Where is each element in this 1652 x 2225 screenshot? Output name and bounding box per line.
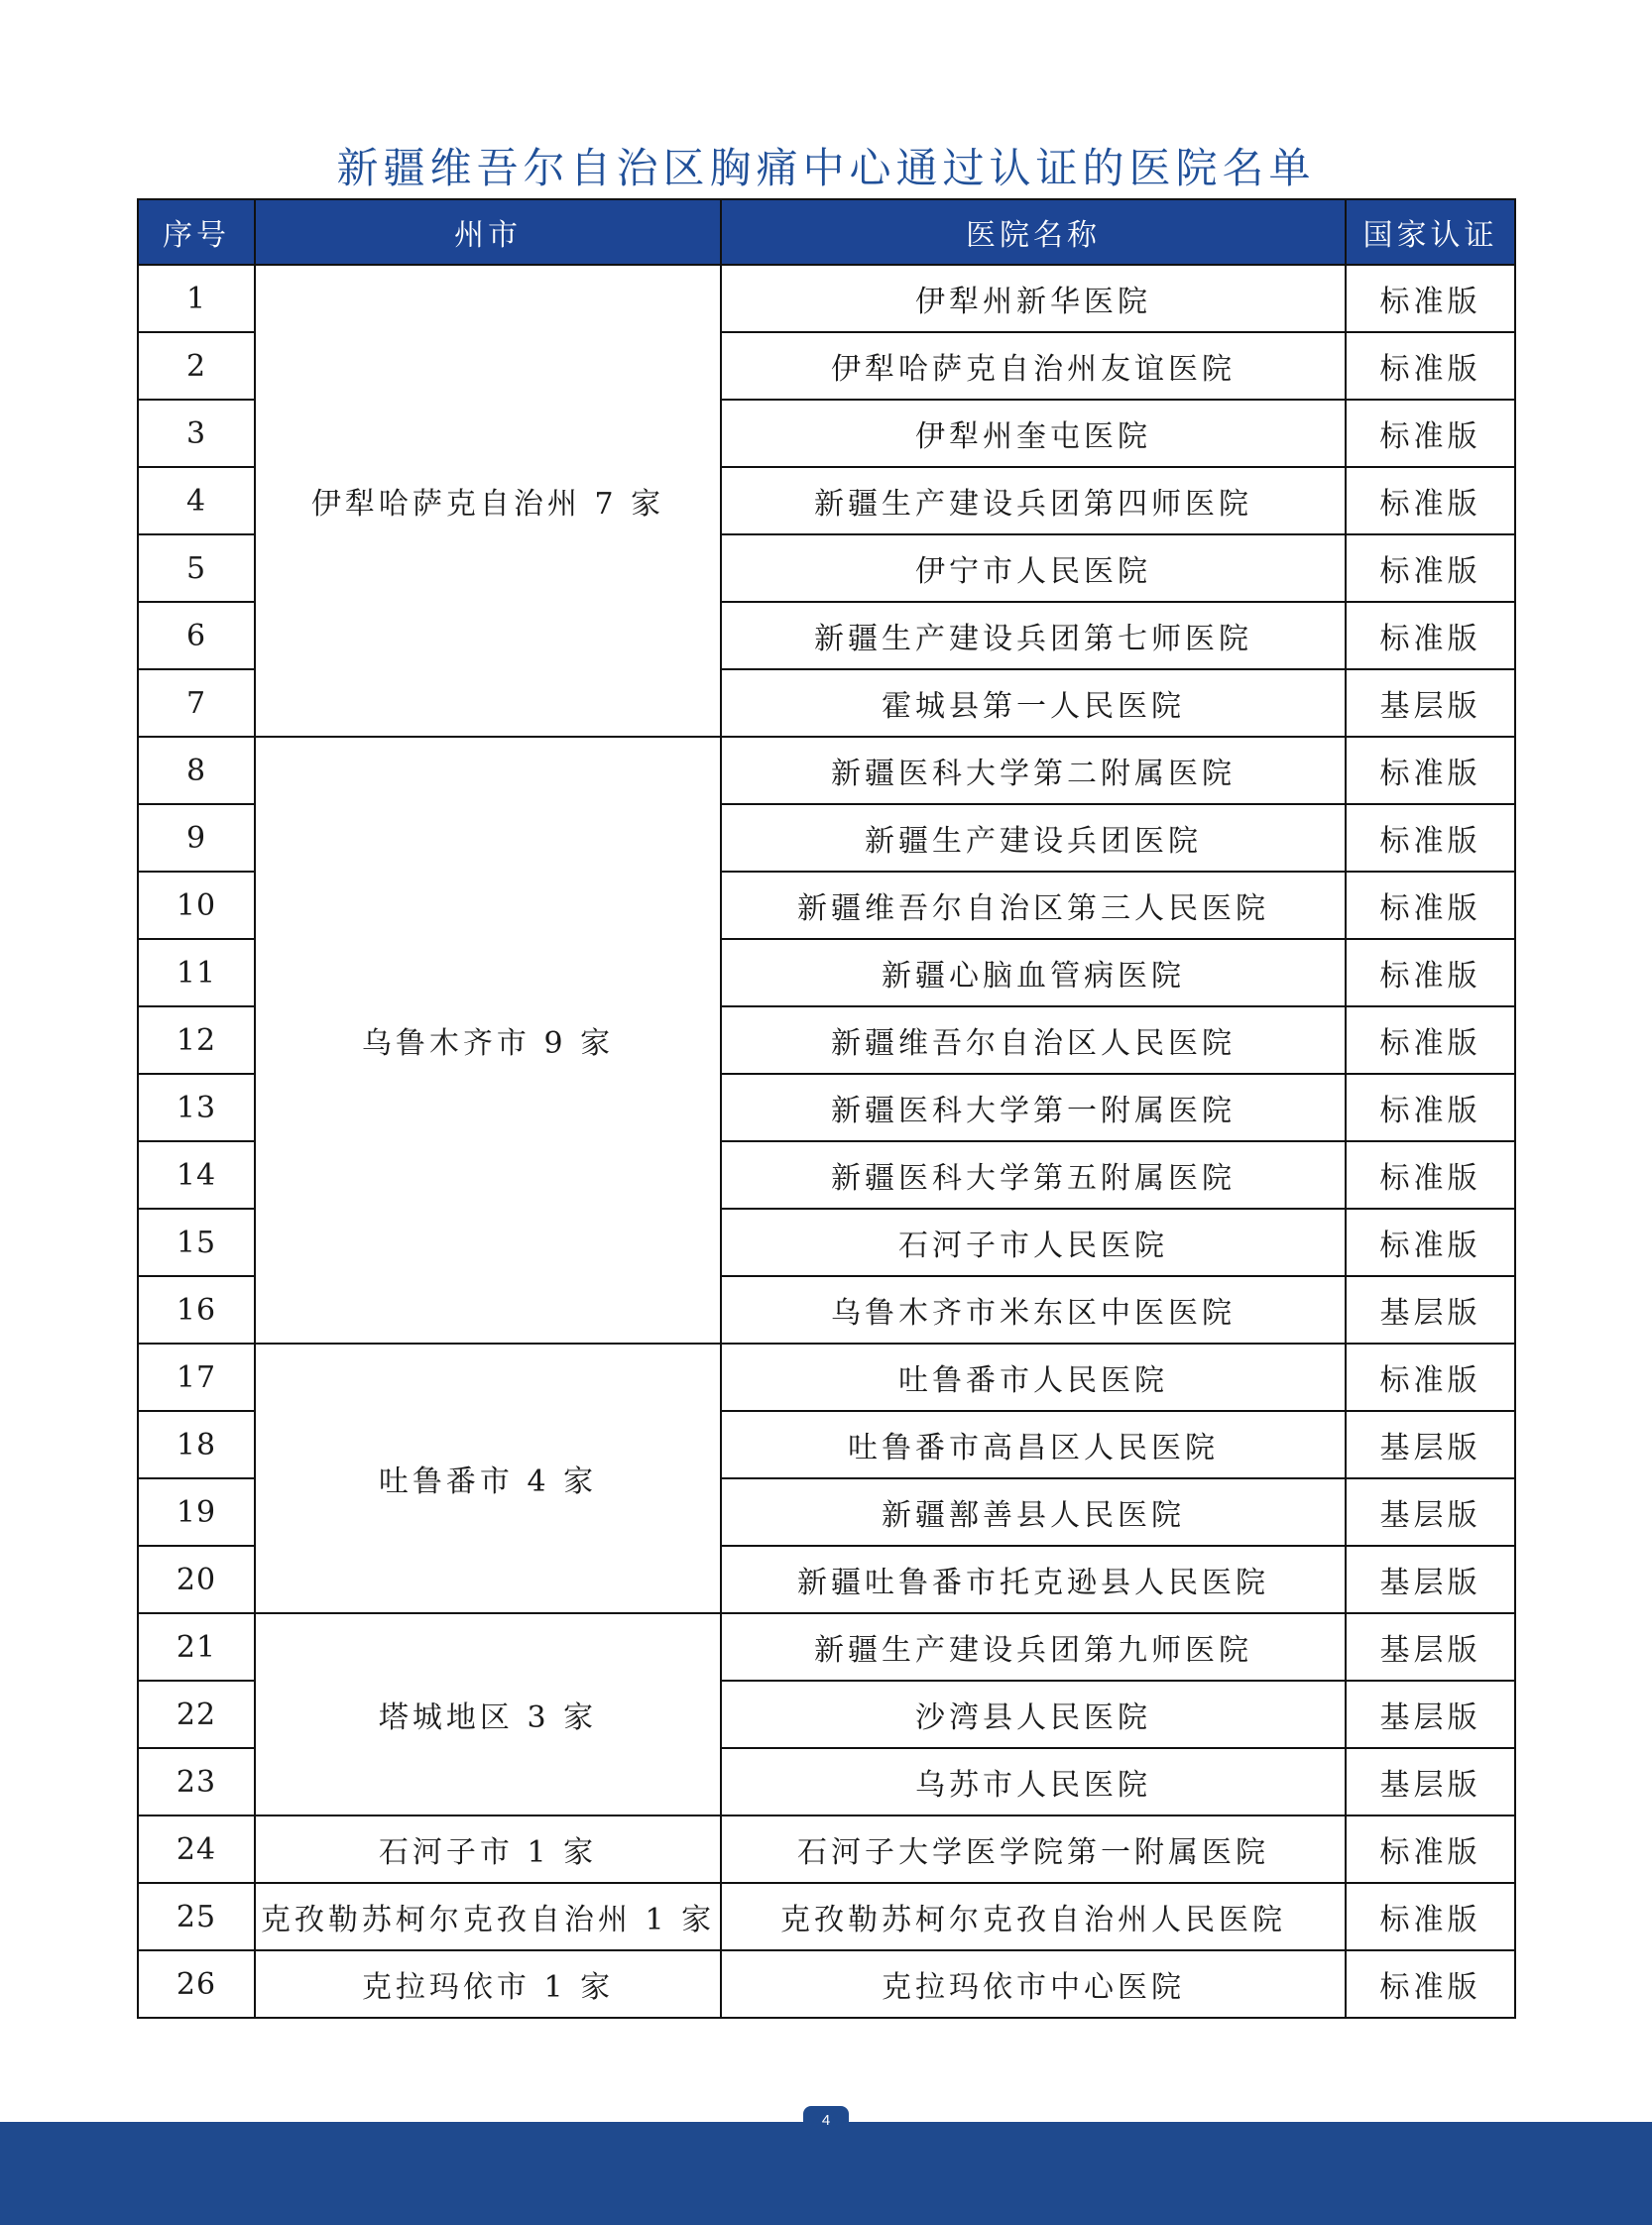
cert-level: 标准版 xyxy=(1346,1883,1515,1950)
cert-level: 基层版 xyxy=(1346,1478,1515,1546)
row-no: 12 xyxy=(138,1006,255,1074)
region-cell: 克孜勒苏柯尔克孜自治州 1 家 xyxy=(255,1883,721,1950)
hospital-name: 新疆生产建设兵团第九师医院 xyxy=(721,1613,1346,1681)
row-no: 25 xyxy=(138,1883,255,1950)
hospital-name: 新疆心脑血管病医院 xyxy=(721,939,1346,1006)
row-no: 1 xyxy=(138,265,255,332)
row-no: 3 xyxy=(138,400,255,467)
row-no: 17 xyxy=(138,1344,255,1411)
cert-level: 标准版 xyxy=(1346,939,1515,1006)
cert-level: 基层版 xyxy=(1346,1546,1515,1613)
row-no: 13 xyxy=(138,1074,255,1141)
hospital-name: 乌苏市人民医院 xyxy=(721,1748,1346,1815)
row-no: 8 xyxy=(138,737,255,804)
cert-level: 标准版 xyxy=(1346,737,1515,804)
table-row xyxy=(138,1613,1515,1681)
table-row xyxy=(138,1344,1515,1411)
hospital-name: 新疆生产建设兵团第四师医院 xyxy=(721,467,1346,534)
hospital-name: 新疆维吾尔自治区第三人民医院 xyxy=(721,872,1346,939)
cert-level: 基层版 xyxy=(1346,1681,1515,1748)
region-cell: 塔城地区 3 家 xyxy=(255,1613,721,1815)
row-no: 14 xyxy=(138,1141,255,1209)
row-no: 2 xyxy=(138,332,255,400)
hospital-name: 新疆医科大学第五附属医院 xyxy=(721,1141,1346,1209)
header-no: 序号 xyxy=(138,199,255,265)
hospital-name: 吐鲁番市高昌区人民医院 xyxy=(721,1411,1346,1478)
row-no: 4 xyxy=(138,467,255,534)
region-cell: 乌鲁木齐市 9 家 xyxy=(255,737,721,1344)
table-header-row xyxy=(138,199,1515,265)
row-no: 23 xyxy=(138,1748,255,1815)
row-no: 10 xyxy=(138,872,255,939)
footer-band xyxy=(0,2122,1652,2225)
cert-level: 标准版 xyxy=(1346,1950,1515,2018)
cert-level: 基层版 xyxy=(1346,1276,1515,1344)
hospital-name: 石河子市人民医院 xyxy=(721,1209,1346,1276)
cert-level: 标准版 xyxy=(1346,872,1515,939)
hospital-name: 乌鲁木齐市米东区中医医院 xyxy=(721,1276,1346,1344)
cert-level: 标准版 xyxy=(1346,467,1515,534)
hospital-name: 克孜勒苏柯尔克孜自治州人民医院 xyxy=(721,1883,1346,1950)
cert-level: 标准版 xyxy=(1346,534,1515,602)
table-row xyxy=(138,265,1515,332)
hospital-name: 新疆医科大学第二附属医院 xyxy=(721,737,1346,804)
row-no: 15 xyxy=(138,1209,255,1276)
cert-level: 标准版 xyxy=(1346,1209,1515,1276)
cert-level: 标准版 xyxy=(1346,1141,1515,1209)
cert-level: 基层版 xyxy=(1346,1411,1515,1478)
cert-level: 标准版 xyxy=(1346,1815,1515,1883)
row-no: 18 xyxy=(138,1411,255,1478)
cert-level: 标准版 xyxy=(1346,1074,1515,1141)
region-cell: 克拉玛依市 1 家 xyxy=(255,1950,721,2018)
row-no: 9 xyxy=(138,804,255,872)
cert-level: 标准版 xyxy=(1346,602,1515,669)
table-row xyxy=(138,1815,1515,1883)
header-hospital: 医院名称 xyxy=(721,199,1346,265)
cert-level: 标准版 xyxy=(1346,265,1515,332)
header-cert: 国家认证 xyxy=(1346,199,1515,265)
page-number: 4 xyxy=(803,2106,849,2136)
region-cell: 伊犁哈萨克自治州 7 家 xyxy=(255,265,721,737)
cert-level: 基层版 xyxy=(1346,669,1515,737)
hospital-name: 新疆医科大学第一附属医院 xyxy=(721,1074,1346,1141)
cert-level: 标准版 xyxy=(1346,1006,1515,1074)
row-no: 26 xyxy=(138,1950,255,2018)
cert-level: 标准版 xyxy=(1346,1344,1515,1411)
table-row xyxy=(138,1950,1515,2018)
row-no: 16 xyxy=(138,1276,255,1344)
cert-level: 标准版 xyxy=(1346,804,1515,872)
hospital-name: 沙湾县人民医院 xyxy=(721,1681,1346,1748)
cert-level: 标准版 xyxy=(1346,332,1515,400)
row-no: 7 xyxy=(138,669,255,737)
cert-level: 基层版 xyxy=(1346,1748,1515,1815)
row-no: 19 xyxy=(138,1478,255,1546)
row-no: 21 xyxy=(138,1613,255,1681)
cert-level: 基层版 xyxy=(1346,1613,1515,1681)
hospital-name: 伊犁哈萨克自治州友谊医院 xyxy=(721,332,1346,400)
hospital-name: 克拉玛依市中心医院 xyxy=(721,1950,1346,2018)
hospital-name: 伊犁州新华医院 xyxy=(721,265,1346,332)
hospital-name: 伊宁市人民医院 xyxy=(721,534,1346,602)
row-no: 5 xyxy=(138,534,255,602)
page-title: 新疆维吾尔自治区胸痛中心通过认证的医院名单 xyxy=(336,144,1316,192)
hospital-name: 新疆维吾尔自治区人民医院 xyxy=(721,1006,1346,1074)
hospital-name: 伊犁州奎屯医院 xyxy=(721,400,1346,467)
cert-level: 标准版 xyxy=(1346,400,1515,467)
row-no: 20 xyxy=(138,1546,255,1613)
hospital-name: 石河子大学医学院第一附属医院 xyxy=(721,1815,1346,1883)
table-row xyxy=(138,1883,1515,1950)
hospital-name: 新疆生产建设兵团第七师医院 xyxy=(721,602,1346,669)
hospital-name: 新疆鄯善县人民医院 xyxy=(721,1478,1346,1546)
row-no: 24 xyxy=(138,1815,255,1883)
row-no: 6 xyxy=(138,602,255,669)
hospital-name: 霍城县第一人民医院 xyxy=(721,669,1346,737)
table-row xyxy=(138,737,1515,804)
row-no: 22 xyxy=(138,1681,255,1748)
hospital-name: 吐鲁番市人民医院 xyxy=(721,1344,1346,1411)
hospital-name: 新疆吐鲁番市托克逊县人民医院 xyxy=(721,1546,1346,1613)
header-region: 州市 xyxy=(255,199,721,265)
region-cell: 吐鲁番市 4 家 xyxy=(255,1344,721,1613)
region-cell: 石河子市 1 家 xyxy=(255,1815,721,1883)
row-no: 11 xyxy=(138,939,255,1006)
hospital-table xyxy=(137,198,1516,2019)
hospital-name: 新疆生产建设兵团医院 xyxy=(721,804,1346,872)
